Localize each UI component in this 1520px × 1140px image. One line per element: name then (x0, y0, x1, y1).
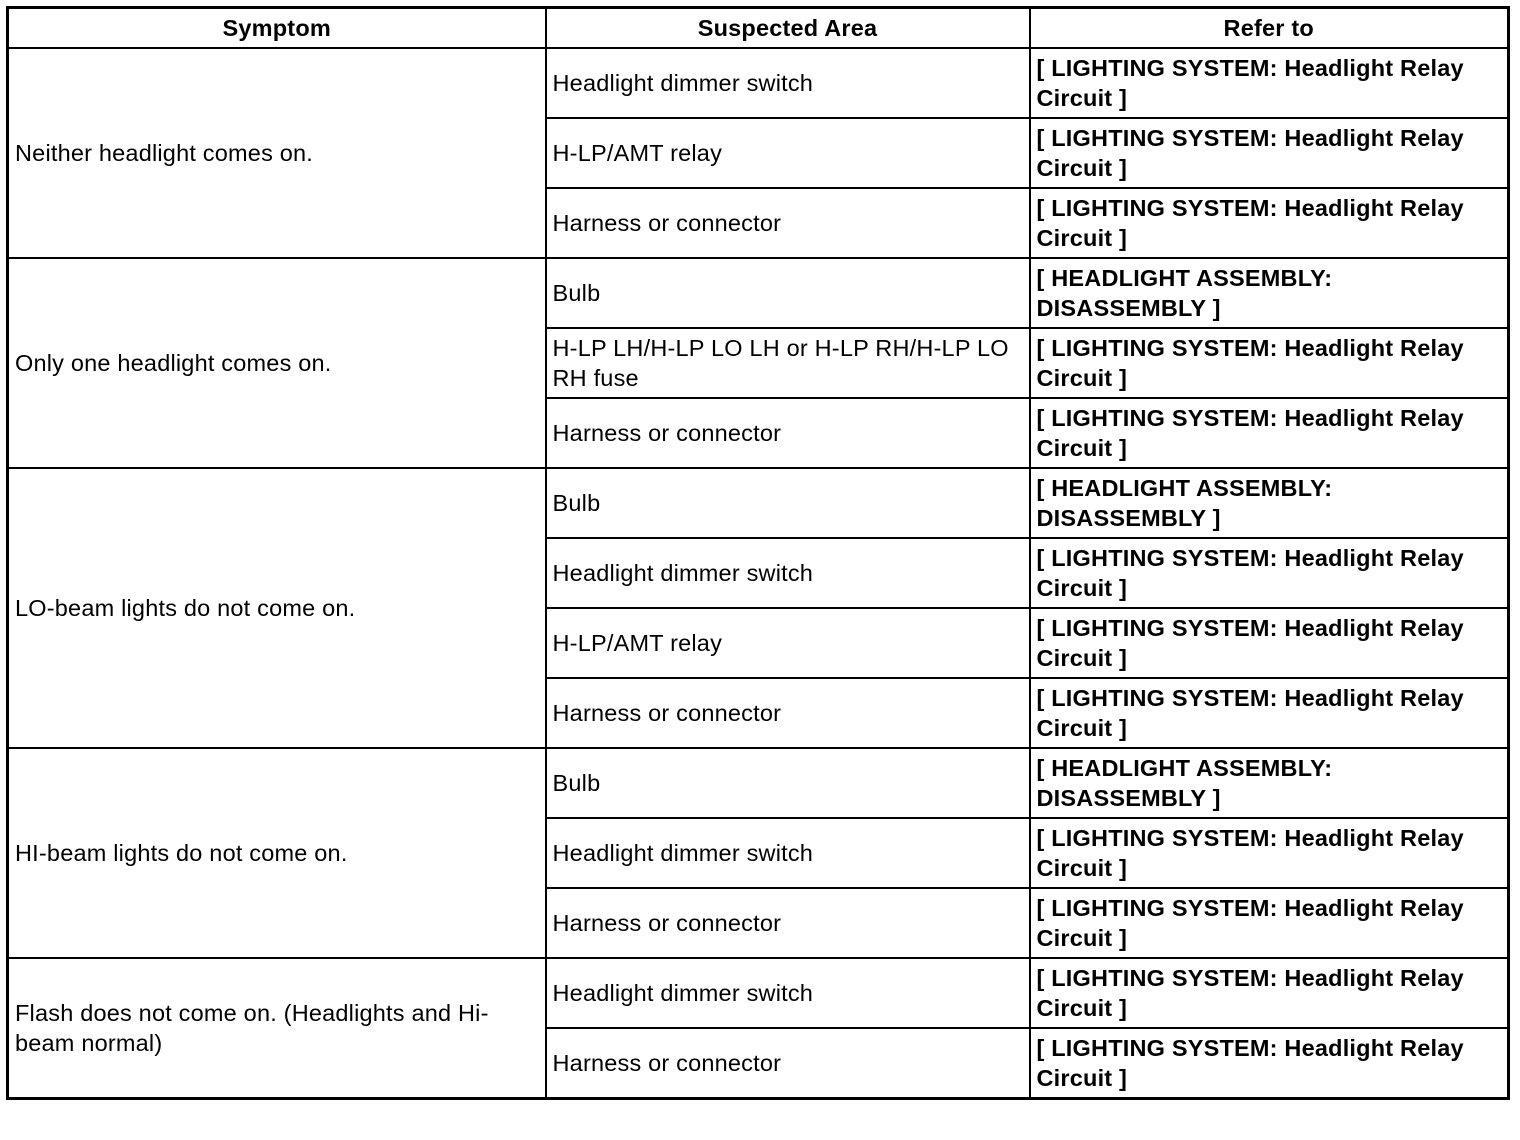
symptom-cell: Only one headlight comes on. (8, 258, 546, 468)
suspected-area-cell: Harness or connector (546, 678, 1030, 748)
refer-to-cell: [ LIGHTING SYSTEM: Headlight Relay Circuit ] (1030, 328, 1509, 398)
suspected-area-cell: Headlight dimmer switch (546, 538, 1030, 608)
troubleshooting-table (6, 6, 1510, 1100)
refer-to-cell: [ LIGHTING SYSTEM: Headlight Relay Circuit ] (1030, 538, 1509, 608)
symptom-cell: Neither headlight comes on. (8, 48, 546, 258)
refer-to-cell: [ LIGHTING SYSTEM: Headlight Relay Circuit ] (1030, 818, 1509, 888)
suspected-area-cell: Headlight dimmer switch (546, 958, 1030, 1028)
refer-to-cell: [ LIGHTING SYSTEM: Headlight Relay Circuit ] (1030, 1028, 1509, 1099)
suspected-area-cell: Bulb (546, 258, 1030, 328)
refer-to-cell: [ LIGHTING SYSTEM: Headlight Relay Circuit ] (1030, 608, 1509, 678)
suspected-area-cell: H-LP LH/H-LP LO LH or H-LP RH/H-LP LO RH fuse (546, 328, 1030, 398)
refer-to-cell: [ HEADLIGHT ASSEMBLY: DISASSEMBLY ] (1030, 748, 1509, 818)
suspected-area-cell: Harness or connector (546, 1028, 1030, 1099)
refer-to-cell: [ LIGHTING SYSTEM: Headlight Relay Circuit ] (1030, 958, 1509, 1028)
suspected-area-cell: Headlight dimmer switch (546, 48, 1030, 118)
symptom-cell: Flash does not come on. (Headlights and Hi-beam normal) (8, 958, 546, 1099)
header-symptom: Symptom (8, 8, 546, 49)
table-row (8, 748, 1509, 818)
symptom-cell: HI-beam lights do not come on. (8, 748, 546, 958)
suspected-area-cell: Harness or connector (546, 398, 1030, 468)
table-body (8, 48, 1509, 1099)
table-row (8, 958, 1509, 1028)
table-row (8, 468, 1509, 538)
header-row (8, 8, 1509, 49)
suspected-area-cell: Bulb (546, 748, 1030, 818)
refer-to-cell: [ LIGHTING SYSTEM: Headlight Relay Circuit ] (1030, 398, 1509, 468)
suspected-area-cell: Harness or connector (546, 888, 1030, 958)
refer-to-cell: [ HEADLIGHT ASSEMBLY: DISASSEMBLY ] (1030, 468, 1509, 538)
suspected-area-cell: H-LP/AMT relay (546, 118, 1030, 188)
refer-to-cell: [ LIGHTING SYSTEM: Headlight Relay Circuit ] (1030, 48, 1509, 118)
suspected-area-cell: Harness or connector (546, 188, 1030, 258)
header-suspected-area: Suspected Area (546, 8, 1030, 49)
refer-to-cell: [ HEADLIGHT ASSEMBLY: DISASSEMBLY ] (1030, 258, 1509, 328)
table-row (8, 48, 1509, 118)
refer-to-cell: [ LIGHTING SYSTEM: Headlight Relay Circuit ] (1030, 118, 1509, 188)
refer-to-cell: [ LIGHTING SYSTEM: Headlight Relay Circuit ] (1030, 678, 1509, 748)
header-refer-to: Refer to (1030, 8, 1509, 49)
table-row (8, 258, 1509, 328)
symptom-cell: LO-beam lights do not come on. (8, 468, 546, 748)
refer-to-cell: [ LIGHTING SYSTEM: Headlight Relay Circuit ] (1030, 888, 1509, 958)
suspected-area-cell: Bulb (546, 468, 1030, 538)
refer-to-cell: [ LIGHTING SYSTEM: Headlight Relay Circuit ] (1030, 188, 1509, 258)
suspected-area-cell: Headlight dimmer switch (546, 818, 1030, 888)
suspected-area-cell: H-LP/AMT relay (546, 608, 1030, 678)
